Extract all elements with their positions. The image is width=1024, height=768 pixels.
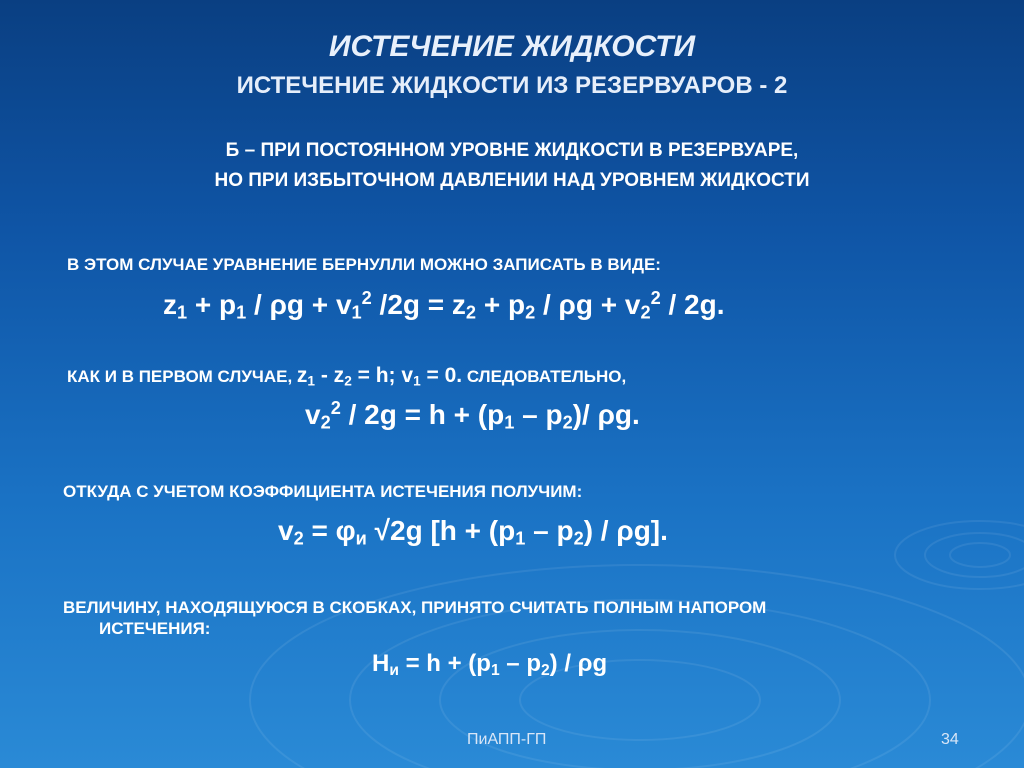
outflow-velocity-equation: $v_2 = \varphi_и$ √2g $[h + (p_1 - p_2) / \rho g]$. bbox=[278, 515, 668, 549]
case-description-line-1: Б – ПРИ ПОСТОЯННОМ УРОВНЕ ЖИДКОСТИ В РЕЗЕРВУАРЕ, bbox=[225, 140, 799, 161]
coefficient-intro-text: ОТКУДА С УЧЕТОМ КОЭФФИЦИЕНТА ИСТЕЧЕНИЯ ПОЛУЧИМ: bbox=[63, 482, 583, 501]
velocity-squared-equation: $v_2^2 / 2g = h + (p_1 - p_2)/$ ρg. bbox=[305, 398, 640, 433]
first-case-line: КАК И В ПЕРВОМ СЛУЧАЕ, $z_1 - z_2 = h$; $v_1 = 0$. СЛЕДОВАТЕЛЬНО, bbox=[67, 364, 627, 389]
total-head-equation: $H_и = h + (p_1 - p_2) / \rho g$ bbox=[372, 650, 608, 679]
bernoulli-equation: $z_1 + p_1 / \rho g + v_1^2$ $/2g = z_2 + p_2 / \rho g + v_2^2 / 2g$. bbox=[163, 288, 725, 323]
head-intro-line-1: ВЕЛИЧИНУ, НАХОДЯЩУЮСЯ В СКОБКАХ, ПРИНЯТО СЧИТАТЬ ПОЛНЫМ НАПОРОМ bbox=[63, 598, 767, 617]
page-number: 34 bbox=[941, 731, 959, 748]
footer-text: ПиАПП-ГП bbox=[467, 731, 547, 748]
slide-subtitle: ИСТЕЧЕНИЕ ЖИДКОСТИ ИЗ РЕЗЕРВУАРОВ - 2 bbox=[236, 72, 788, 99]
bernoulli-intro-text: В ЭТОМ СЛУЧАЕ УРАВНЕНИЕ БЕРНУЛЛИ МОЖНО ЗАПИСАТЬ В ВИДЕ: bbox=[67, 255, 661, 274]
case-description-line-2: НО ПРИ ИЗБЫТОЧНОМ ДАВЛЕНИИ НАД УРОВНЕМ ЖИДКОСТИ bbox=[214, 170, 810, 191]
slide-title: ИСТЕЧЕНИЕ ЖИДКОСТИ bbox=[328, 30, 696, 63]
head-intro-line-2: ИСТЕЧЕНИЯ: bbox=[99, 619, 211, 638]
